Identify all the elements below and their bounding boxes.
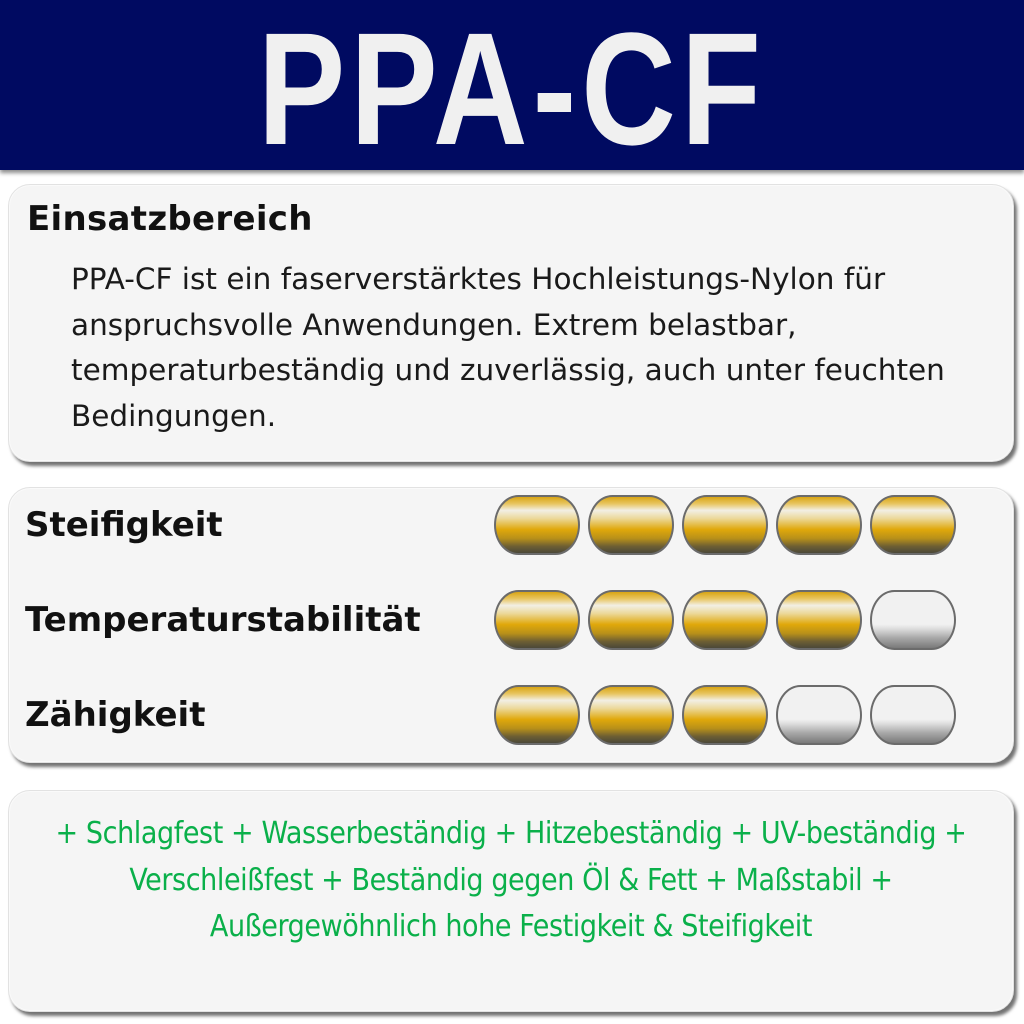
benefits-list: + Schlagfest + Wasserbeständig + Hitzebeständig + UV-beständig + Verschleißfest + Beständig gegen Öl & Fett + Maßstabil + Außergewöhnlich hohe Festigkeit & Steifigkeit — [55, 816, 967, 944]
rating-pill-filled — [682, 685, 768, 745]
usage-description: PPA-CF ist ein faserverstärktes Hochleistungs-Nylon für anspruchsvolle Anwendungen. Extrem belastbar, temperaturbeständig und zuverlässig, auch unter feuchten Bedingungen. — [71, 262, 945, 433]
rating-pill-filled — [494, 590, 580, 650]
usage-heading: Einsatzbereich — [27, 199, 313, 239]
rating-pill-filled — [588, 590, 674, 650]
rating-pill-empty — [870, 590, 956, 650]
rating-pill-filled — [682, 590, 768, 650]
rating-pill-filled — [776, 590, 862, 650]
rating-meter — [494, 590, 956, 650]
rating-pill-filled — [870, 495, 956, 555]
rating-pill-filled — [494, 685, 580, 745]
usage-panel — [8, 184, 1014, 462]
ratings-panel — [8, 487, 1014, 763]
product-title: PPA-CF — [257, 0, 767, 178]
rating-meter — [494, 495, 956, 555]
rating-label: Steifigkeit — [25, 505, 223, 545]
rating-label: Temperaturstabilität — [25, 600, 421, 640]
rating-pill-filled — [776, 495, 862, 555]
title-banner — [0, 0, 1024, 178]
rating-pill-filled — [588, 685, 674, 745]
rating-row-temperaturstabilitaet — [9, 590, 1015, 650]
rating-label: Zähigkeit — [25, 695, 206, 735]
benefits-panel — [8, 790, 1014, 1012]
rating-pill-filled — [588, 495, 674, 555]
rating-meter — [494, 685, 956, 745]
rating-pill-empty — [870, 685, 956, 745]
rating-pill-filled — [494, 495, 580, 555]
rating-pill-filled — [682, 495, 768, 555]
rating-row-zaehigkeit — [9, 685, 1015, 745]
rating-pill-empty — [776, 685, 862, 745]
rating-row-steifigkeit — [9, 495, 1015, 555]
